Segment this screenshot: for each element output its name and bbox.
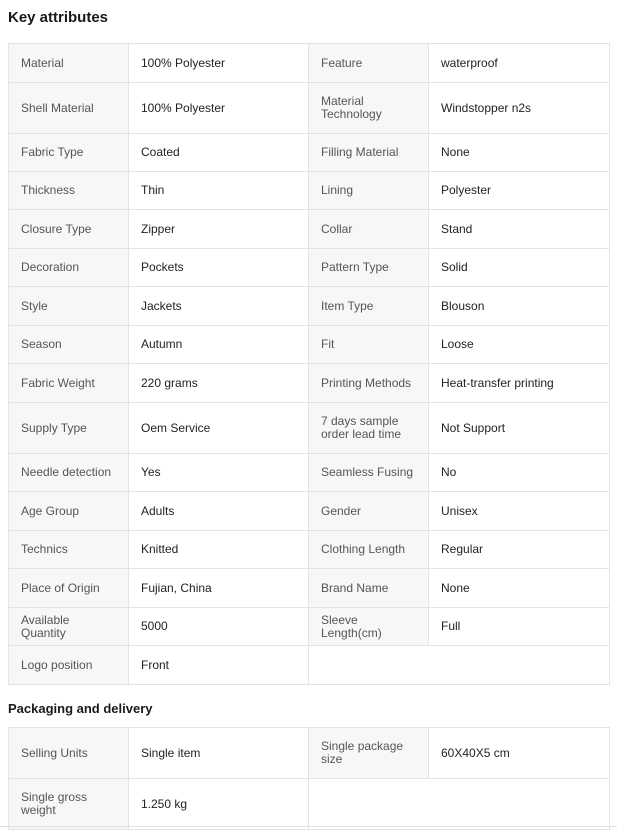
attribute-label: Fabric Type: [9, 134, 129, 172]
empty-cell: [309, 779, 610, 830]
key-attributes-heading: Key attributes: [8, 9, 109, 26]
attribute-row: [9, 287, 610, 326]
attribute-value: Solid: [429, 249, 610, 287]
attribute-row: [9, 608, 610, 646]
attribute-label: Supply Type: [9, 403, 129, 454]
attribute-value: Front: [129, 646, 309, 685]
attribute-value: Oem Service: [129, 403, 309, 454]
attribute-row: [9, 210, 610, 249]
attribute-label: Feature: [309, 44, 429, 83]
attribute-label: Brand Name: [309, 569, 429, 608]
attribute-value: 60X40X5 cm: [429, 728, 610, 779]
attribute-label: Selling Units: [9, 728, 129, 779]
attribute-row: [9, 492, 610, 531]
empty-cell: [309, 646, 610, 685]
attribute-value: Polyester: [429, 172, 610, 210]
attribute-label: Closure Type: [9, 210, 129, 249]
attribute-row: [9, 779, 610, 830]
attribute-value: Not Support: [429, 403, 610, 454]
attribute-value: Unisex: [429, 492, 610, 531]
attribute-value: 100% Polyester: [129, 44, 309, 83]
attribute-value: Jackets: [129, 287, 309, 326]
attribute-label: Sleeve Length(cm): [309, 608, 429, 646]
attribute-value: None: [429, 134, 610, 172]
attribute-label: Shell Material: [9, 83, 129, 134]
attribute-label: Gender: [309, 492, 429, 531]
attribute-row: [9, 364, 610, 403]
attribute-value: Stand: [429, 210, 610, 249]
attribute-value: Knitted: [129, 531, 309, 569]
attribute-label: Pattern Type: [309, 249, 429, 287]
attribute-label: Single gross weight: [9, 779, 129, 830]
attribute-row: [9, 134, 610, 172]
attribute-label: Place of Origin: [9, 569, 129, 608]
attribute-row: [9, 83, 610, 134]
attribute-value: Yes: [129, 454, 309, 492]
attribute-row: [9, 646, 610, 685]
packaging-table: [8, 727, 610, 830]
attribute-label: Clothing Length: [309, 531, 429, 569]
attribute-label: Thickness: [9, 172, 129, 210]
attribute-row: [9, 728, 610, 779]
attribute-value: Regular: [429, 531, 610, 569]
attribute-label: Collar: [309, 210, 429, 249]
attribute-value: Zipper: [129, 210, 309, 249]
key-attributes-table: [8, 43, 610, 685]
attribute-value: 1.250 kg: [129, 779, 309, 830]
attribute-label: Filling Material: [309, 134, 429, 172]
attribute-label: Material Technology: [309, 83, 429, 134]
attribute-value: 220 grams: [129, 364, 309, 403]
attribute-label: Season: [9, 326, 129, 364]
attribute-value: Heat-transfer printing: [429, 364, 610, 403]
attribute-label: 7 days sample order lead time: [309, 403, 429, 454]
attribute-value: Full: [429, 608, 610, 646]
attribute-row: [9, 326, 610, 364]
attribute-row: [9, 531, 610, 569]
attribute-value: No: [429, 454, 610, 492]
attribute-label: Printing Methods: [309, 364, 429, 403]
attribute-row: [9, 44, 610, 83]
attribute-label: Material: [9, 44, 129, 83]
attribute-value: 100% Polyester: [129, 83, 309, 134]
attribute-value: 5000: [129, 608, 309, 646]
attribute-label: Decoration: [9, 249, 129, 287]
attribute-value: Pockets: [129, 249, 309, 287]
attribute-label: Lining: [309, 172, 429, 210]
attribute-value: Autumn: [129, 326, 309, 364]
attribute-row: [9, 172, 610, 210]
attribute-label: Style: [9, 287, 129, 326]
attribute-value: Coated: [129, 134, 309, 172]
attribute-row: [9, 249, 610, 287]
attribute-value: waterproof: [429, 44, 610, 83]
attribute-label: Fit: [309, 326, 429, 364]
attribute-row: [9, 569, 610, 608]
attribute-value: Windstopper n2s: [429, 83, 610, 134]
attribute-label: Logo position: [9, 646, 129, 685]
attribute-label: Item Type: [309, 287, 429, 326]
attribute-value: Single item: [129, 728, 309, 779]
attribute-value: Fujian, China: [129, 569, 309, 608]
attribute-value: Thin: [129, 172, 309, 210]
attribute-label: Available Quantity: [9, 608, 129, 646]
attribute-value: None: [429, 569, 610, 608]
attribute-value: Loose: [429, 326, 610, 364]
attribute-label: Single package size: [309, 728, 429, 779]
packaging-heading: Packaging and delivery: [8, 701, 153, 716]
attribute-value: Adults: [129, 492, 309, 531]
divider: [0, 826, 617, 827]
attribute-label: Technics: [9, 531, 129, 569]
attribute-row: [9, 403, 610, 454]
attribute-value: Blouson: [429, 287, 610, 326]
attribute-label: Fabric Weight: [9, 364, 129, 403]
attribute-label: Seamless Fusing: [309, 454, 429, 492]
attribute-label: Age Group: [9, 492, 129, 531]
attribute-label: Needle detection: [9, 454, 129, 492]
attribute-row: [9, 454, 610, 492]
